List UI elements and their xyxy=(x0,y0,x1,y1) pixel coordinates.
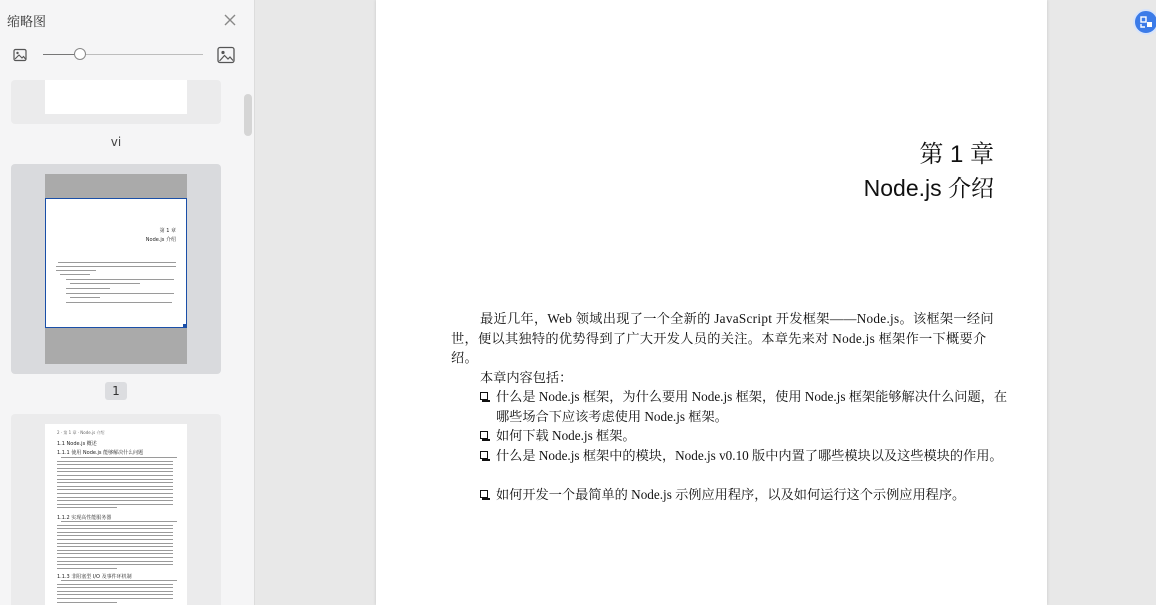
thumbnail-page-2[interactable] xyxy=(11,414,221,605)
thumbnail-image xyxy=(45,424,187,605)
thumbnail-text-line xyxy=(66,288,110,289)
thumbnail-text-line xyxy=(57,489,173,490)
thumbnail-text-line xyxy=(57,461,173,462)
bullet-item xyxy=(480,446,1014,466)
thumbnail-header: 2 · 第 1 章 · Node.js 介绍 xyxy=(57,430,105,435)
image-small-icon[interactable] xyxy=(13,48,27,62)
thumbnail-text-line xyxy=(57,486,173,487)
thumbnail-text-line xyxy=(57,550,173,551)
checkbox-bullet-icon xyxy=(480,451,488,459)
thumbnail-text-line xyxy=(56,266,176,267)
thumbnail-panel xyxy=(0,0,255,605)
thumbnail-image xyxy=(45,80,187,114)
thumbnail-text-line xyxy=(66,279,174,280)
contents-intro: 本章内容包括： xyxy=(480,370,573,385)
document-page xyxy=(376,0,1047,605)
thumbnail-text-line xyxy=(57,532,173,533)
thumbnail-text-line xyxy=(57,553,173,554)
thumbnail-heading: 1.1.1 使用 Node.js 能够解决什么问题 xyxy=(57,450,144,456)
thumbnail-text-line xyxy=(57,507,117,508)
thumbnail-heading: 1.1.3 非阻塞型 I/O 及事件环机制 xyxy=(57,574,132,580)
thumbnail-text-line xyxy=(57,557,173,558)
checkbox-bullet-icon xyxy=(480,490,488,498)
checkbox-bullet-icon xyxy=(480,392,488,400)
thumbnail-resize-corner xyxy=(183,324,186,327)
checkbox-bullet-icon xyxy=(480,431,488,439)
chapter-title: Node.js 介绍 xyxy=(863,175,994,201)
thumbnail-text-line xyxy=(61,521,177,522)
panel-title: 缩略图 xyxy=(7,15,47,30)
bullet-item xyxy=(480,485,1014,505)
thumbnail-text-line xyxy=(57,602,117,603)
thumbnail-text-line xyxy=(61,457,177,458)
thumbnail-text-line xyxy=(66,302,172,303)
thumbnail-text-line xyxy=(70,297,100,298)
thumbnail-chapter: 第 1 章 xyxy=(159,228,176,234)
thumbnail-text-line xyxy=(57,584,173,585)
zoom-slider-handle[interactable] xyxy=(74,48,86,60)
thumbnail-page-vi[interactable] xyxy=(11,80,221,124)
thumbnail-heading: 1.1.2 实现高性能服务器 xyxy=(57,515,112,521)
thumbnail-text-line xyxy=(57,493,173,494)
bullet-text: 什么是 Node.js 框架中的模块，Node.js v0.10 版中内置了哪些模块以及这些模块的作用。 xyxy=(496,448,1003,463)
thumbnail-text-line xyxy=(57,482,173,483)
bullet-text: 如何下载 Node.js 框架。 xyxy=(496,428,636,443)
thumbnail-text-line xyxy=(57,591,173,592)
thumbnail-heading: 1.1 Node.js 概述 xyxy=(57,441,97,447)
thumbnail-text-line xyxy=(57,464,173,465)
thumbnail-text-line xyxy=(57,539,173,540)
thumbnail-page-1[interactable] xyxy=(11,164,221,374)
thumbnail-text-line xyxy=(57,568,117,569)
thumbnail-label-selected: 1 xyxy=(105,382,127,400)
thumbnail-text-line xyxy=(70,283,140,284)
intro-paragraph: 最近几年，Web 领域出现了一个全新的 JavaScript 开发框架——Node.js。该框架一经问世，便以其独特的优势得到了广大开发人员的关注。本章先来对 Node.js 框架作一下概要介绍。 xyxy=(451,311,994,365)
thumbnail-text-line xyxy=(61,580,177,581)
bullet-item xyxy=(480,387,1014,426)
thumbnail-text-line xyxy=(60,274,90,275)
bullet-text: 如何开发一个最简单的 Node.js 示例应用程序，以及如何运行这个示例应用程序。 xyxy=(496,487,966,502)
thumbnail-text-line xyxy=(57,504,173,505)
thumbnail-text-line xyxy=(66,293,174,294)
thumbnail-label: vi xyxy=(110,135,122,149)
thumbnail-text-line xyxy=(57,561,173,562)
app-icon[interactable] xyxy=(1133,9,1156,35)
thumbnail-text-line xyxy=(57,564,173,565)
thumbnail-text-line xyxy=(56,270,96,271)
thumbnail-text-line xyxy=(57,587,173,588)
thumbnail-text-line xyxy=(58,262,176,263)
thumbnail-text-line xyxy=(57,468,173,469)
bullet-item xyxy=(480,426,1014,446)
zoom-slider[interactable] xyxy=(43,54,203,55)
bullet-text: 什么是 Node.js 框架，为什么要用 Node.js 框架，使用 Node.js 框架能够解决什么问题，在哪些场合下应该考虑使用 Node.js 框架。 xyxy=(496,389,1008,424)
thumbnail-text-line xyxy=(57,594,173,595)
thumbnail-text-line xyxy=(57,598,173,599)
chapter-number: 第 1 章 xyxy=(919,141,994,168)
thumbnail-title: Node.js 介绍 xyxy=(145,237,176,243)
image-large-icon[interactable] xyxy=(217,46,235,64)
thumbnail-text-line xyxy=(57,500,173,501)
thumbnail-text-line xyxy=(57,546,173,547)
thumbnail-text-line xyxy=(57,471,173,472)
thumbnail-text-line xyxy=(57,497,173,498)
thumbnail-text-line xyxy=(57,528,173,529)
thumbnail-text-line xyxy=(57,535,173,536)
thumbnail-text-line xyxy=(57,525,173,526)
close-icon[interactable] xyxy=(222,12,238,28)
app-glyph-icon xyxy=(1135,11,1156,33)
thumbnail-image xyxy=(45,198,187,328)
thumbnail-text-line xyxy=(57,475,173,476)
thumbnail-text-line xyxy=(57,479,173,480)
thumbnail-text-line xyxy=(57,543,173,544)
thumbnail-scrollbar[interactable] xyxy=(244,94,252,136)
